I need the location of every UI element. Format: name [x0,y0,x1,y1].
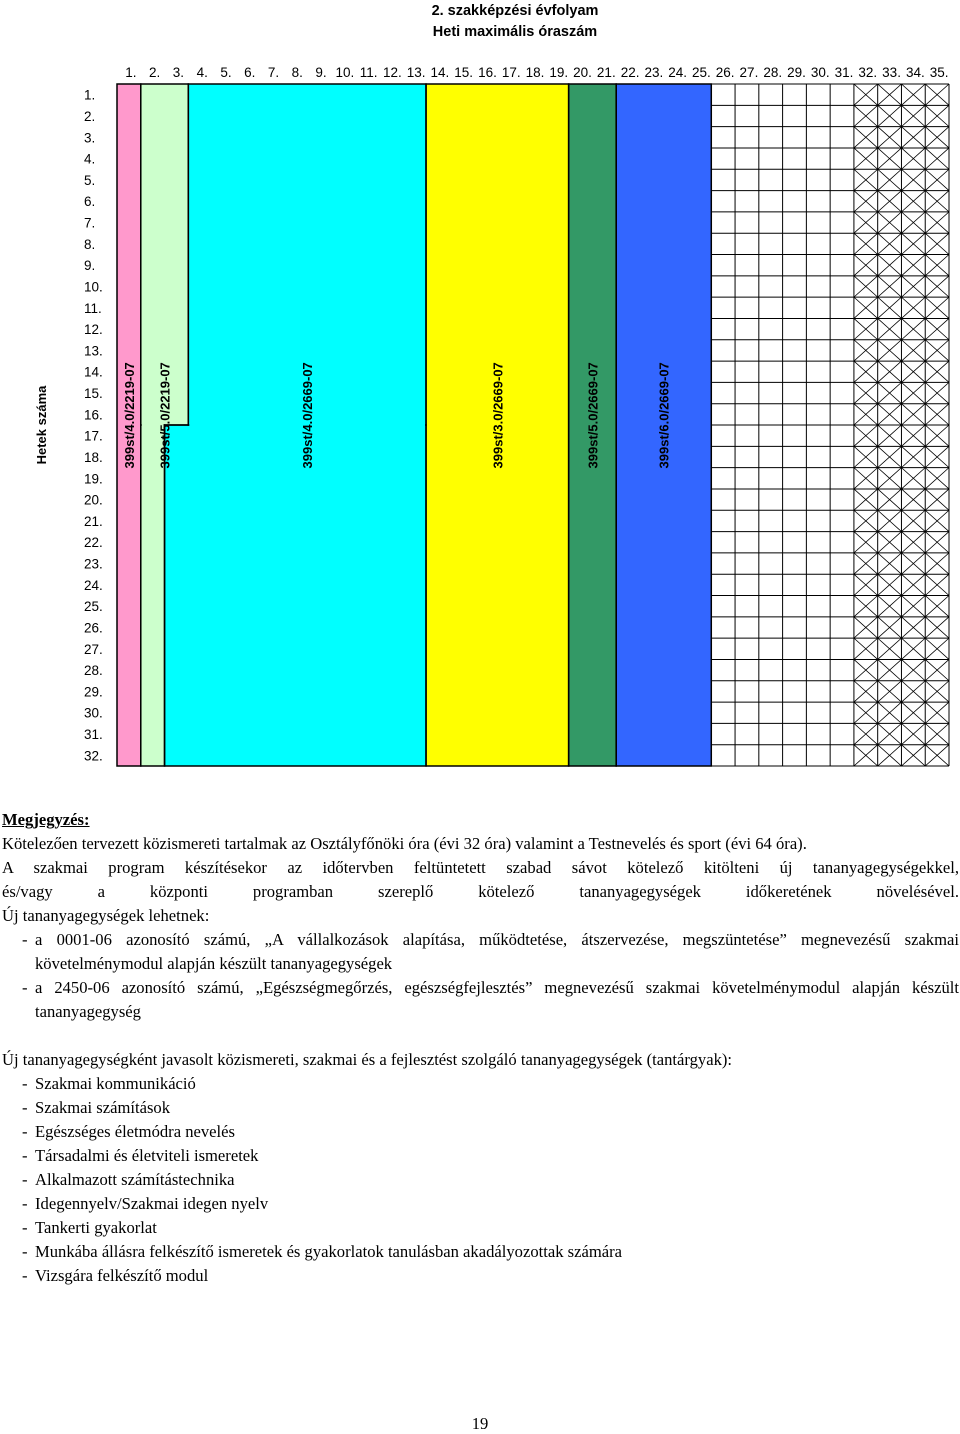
list-dash: - [22,978,28,997]
y-tick-label: 2. [84,108,96,124]
block-label: 399st/6.0/2669-07 [656,362,672,469]
y-tick-label: 9. [84,258,96,274]
note-paragraph-2-line-2: és/vagy a központi programban szereplő kötelező tananyagegységek időkeretének növelésével. [2,882,959,901]
x-tick-label: 21. [596,65,616,80]
y-tick-label: 25. [84,599,103,615]
x-tick-label: 34. [905,65,925,80]
y-tick-label: 1. [84,87,96,103]
y-tick-label: 7. [84,215,96,231]
y-tick-label: 32. [84,748,103,764]
subject-text: Egészséges életmódra nevelés [35,1122,235,1141]
x-tick-label: 24. [668,65,688,80]
x-tick-label: 18. [525,65,545,80]
x-tick-label: 19. [549,65,569,80]
x-tick-label: 5. [220,65,232,80]
y-tick-label: 15. [84,386,103,402]
x-tick-label: 7. [267,65,280,80]
subject-text: Társadalmi és életviteli ismeretek [35,1146,259,1165]
y-tick-label: 12. [84,322,103,338]
chart-subtitle: Heti maximális óraszám [432,24,598,40]
x-tick-label: 6. [244,65,256,80]
x-tick-label: 20. [573,65,592,80]
x-tick-label: 3. [172,65,185,80]
y-tick-label: 17. [84,428,103,444]
subject-text: Vizsgára felkészítő modul [35,1266,209,1285]
x-tick-label: 27. [739,65,759,80]
list-dash: - [22,930,28,949]
note-paragraph-4: Új tananyagegységként javasolt közismereti, szakmai és a fejlesztést szolgáló tananyagegységek (tantárgyak): [2,1050,733,1069]
block-label: 399st/3.0/2669-07 [490,362,506,469]
blocks [117,84,711,766]
list-dash: - [22,1146,28,1165]
block-fill [141,425,165,766]
notes-section [2,808,959,1288]
subject-text: Szakmai kommunikáció [35,1074,196,1093]
y-tick-label: 14. [84,364,103,380]
subject-text: Szakmai számítások [35,1098,171,1117]
x-tick-label: 28. [763,65,783,80]
y-tick-label: 20. [84,492,103,508]
x-tick-label: 8. [291,65,303,80]
x-tick-label: 2. [149,65,161,80]
x-tick-label: 1. [125,65,137,80]
y-tick-label: 18. [84,449,103,465]
y-tick-label: 19. [84,471,103,487]
subject-item [2,1072,959,1096]
x-tick-label: 25. [692,65,711,80]
y-tick-label: 23. [84,556,103,572]
x-tick-label: 4. [196,65,208,80]
block-fill [165,425,426,766]
x-tick-label: 17. [501,65,521,80]
list-item [2,976,959,1024]
subject-text: Alkalmazott számítástechnika [35,1170,235,1189]
block-label: 399st/4.0/2669-07 [300,362,316,469]
y-axis-ticks [84,88,103,764]
subject-item [2,1216,959,1240]
note-title: Megjegyzés: [2,810,90,829]
subject-item [2,1120,959,1144]
subject-list [2,1072,959,1288]
x-tick-label: 11. [359,65,378,80]
y-axis-label: Hetek száma [34,385,49,465]
x-tick-label: 16. [478,65,497,80]
y-tick-label: 13. [84,343,103,359]
block-label: 399st/4.0/2219-07 [121,362,137,469]
list-dash: - [22,1122,28,1141]
subject-text: Tankerti gyakorlat [35,1218,157,1237]
x-tick-label: 12. [382,65,402,80]
y-tick-label: 16. [84,407,103,423]
y-tick-label: 3. [84,130,96,146]
list-dash: - [22,1266,28,1285]
y-tick-label: 30. [84,705,103,721]
page-number: 19 [471,1414,489,1433]
x-tick-label: 30. [810,65,830,80]
block-label: 399st/5.0/2219-07 [157,362,173,469]
y-tick-label: 5. [84,172,96,188]
y-tick-label: 31. [84,727,103,743]
subject-item [2,1096,959,1120]
subject-item [2,1192,959,1216]
y-tick-label: 27. [84,641,103,657]
x-tick-label: 9. [315,65,327,80]
list-dash: - [22,1194,28,1213]
note-paragraph-1: Kötelezően tervezett közismereti tartalmak az Osztályfőnöki óra (évi 32 óra) valamint a Testnevelés és sport (évi 64 óra). [2,834,807,853]
x-tick-label: 33. [882,65,901,80]
y-tick-label: 21. [84,513,103,529]
x-tick-label: 22. [620,65,640,80]
chart-title: 2. szakképzési évfolyam [431,3,599,19]
subject-item [2,1168,959,1192]
x-tick-label: 29. [787,65,806,80]
subject-text: Munkába állásra felkészítő ismeretek és gyakorlatok tanulásban akadályozottak számára [35,1242,622,1261]
list-item-text: a 0001-06 azonosító számú, „A vállalkozások alapítása, működtetése, átszervezése, megszüntetése” megnevezésű szakmai követelménymodul alapján készült tananyagegységek [35,930,959,973]
x-tick-label: 35. [929,65,949,80]
list-dash: - [22,1098,28,1117]
subject-item [2,1264,959,1288]
y-tick-label: 10. [84,279,103,295]
subject-item [2,1240,959,1264]
y-tick-label: 4. [84,151,96,167]
list-dash: - [22,1170,28,1189]
y-tick-label: 11. [84,300,102,316]
x-tick-label: 10. [335,65,355,80]
x-tick-label: 26. [715,65,735,80]
x-tick-label: 32. [858,65,878,80]
subject-item [2,1144,959,1168]
list-dash: - [22,1218,28,1237]
y-tick-label: 22. [84,535,103,551]
x-axis-ticks [125,65,948,80]
note-paragraph-2-line-1: A szakmai program készítésekor az időtervben feltüntetett szabad sávot kötelező kitölteni új tananyagegységekkel, [2,858,959,877]
x-tick-label: 14. [430,65,450,80]
note-paragraph-3: Új tananyagegységek lehetnek: [2,906,210,925]
x-tick-label: 15. [454,65,474,80]
x-tick-label: 31. [834,65,854,80]
list-item-text: a 2450-06 azonosító számú, „Egészségmegőrzés, egészségfejlesztés” megnevezésű szakmai követelménymodul alapján készült tananyagegység [35,978,959,1021]
y-tick-label: 8. [84,236,96,252]
y-tick-label: 6. [84,194,96,210]
y-tick-label: 28. [84,663,103,679]
list-dash: - [22,1242,28,1261]
list-item [2,928,959,976]
x-tick-label: 23. [644,65,664,80]
list-dash: - [22,1074,28,1093]
y-tick-label: 29. [84,684,103,700]
block-label: 399st/5.0/2669-07 [585,362,601,469]
subject-text: Idegennyelv/Szakmai idegen nyelv [35,1194,269,1213]
y-tick-label: 26. [84,620,103,636]
y-tick-label: 24. [84,577,103,593]
x-tick-label: 13. [406,65,426,80]
